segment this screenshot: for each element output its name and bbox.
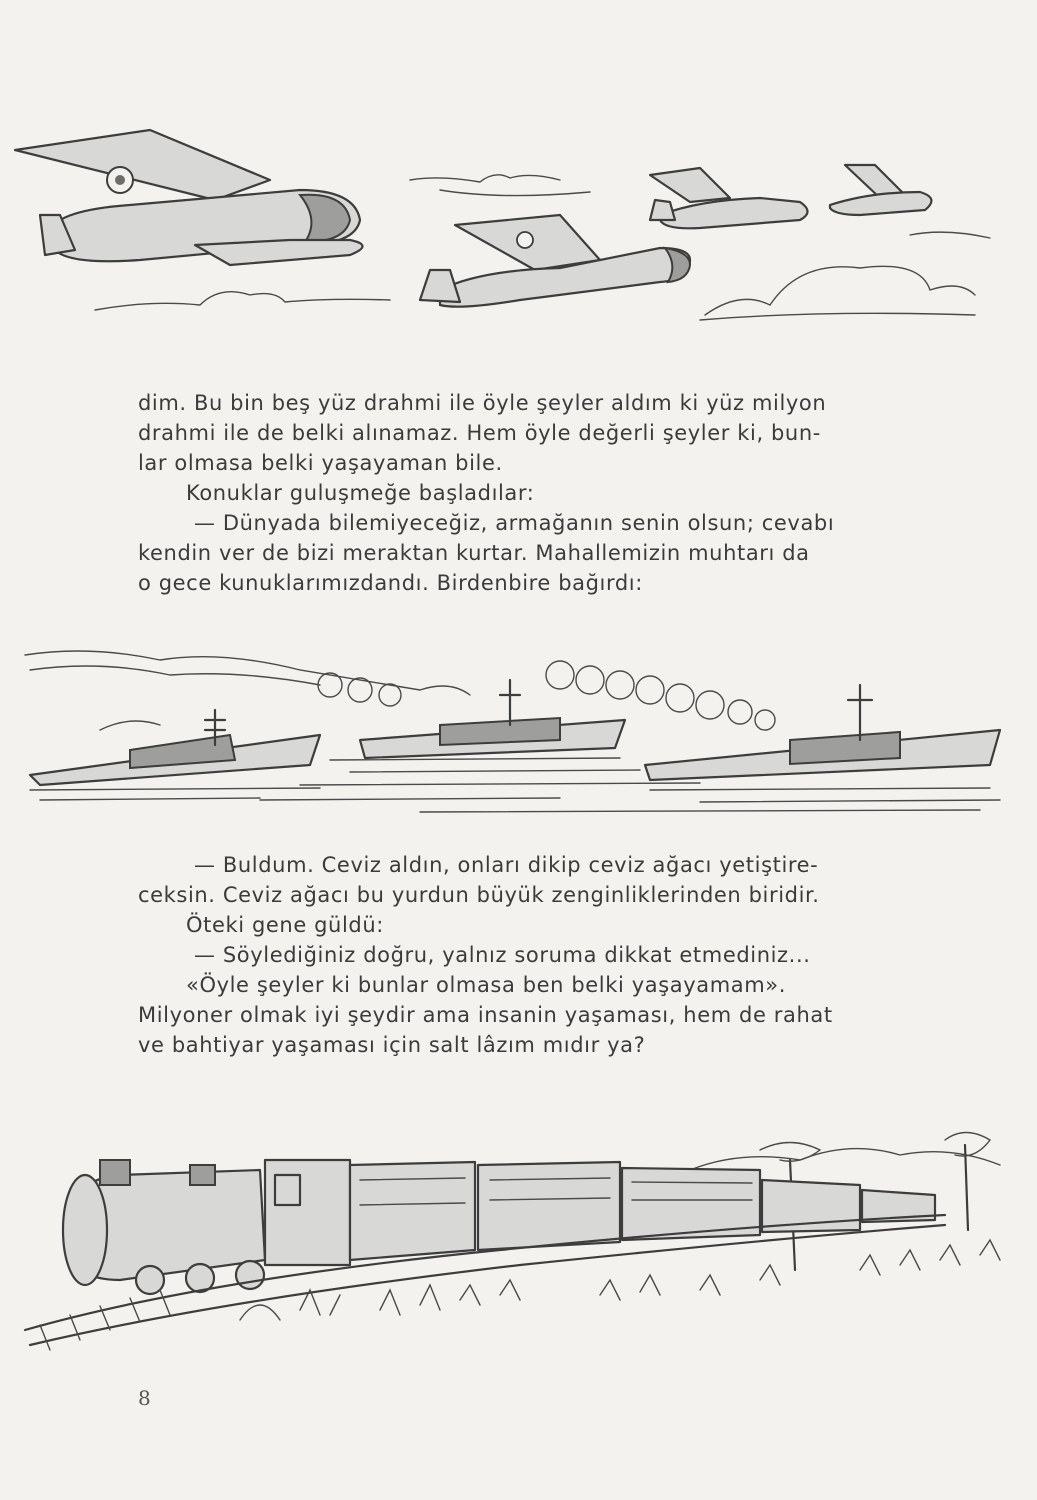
warships-illustration (0, 640, 1037, 820)
tree-icon (945, 1133, 990, 1231)
airplanes-illustration (0, 120, 1037, 350)
airplane-icon (15, 130, 363, 265)
text-line: dim. Bu bin beş yüz drahmi ile öyle şeyler aldım ki yüz milyon (138, 391, 827, 415)
text-line: — Buldum. Ceviz aldın, onları dikip ceviz ağacı yetiştire- (194, 853, 819, 877)
train-illustration (0, 1120, 1037, 1360)
text-line: lar olmasa belki yaşayaman bile. (138, 451, 503, 475)
text-line: Öteki gene güldü: (186, 913, 384, 937)
text-line: «Öyle şeyler ki bunlar olmasa ben belki yaşayamam». (186, 973, 787, 997)
airplane-icon (420, 215, 690, 307)
text-line: o gece kunuklarımızdandı. Birdenbire bağırdı: (138, 571, 643, 595)
text-line: kendin ver de bizi meraktan kurtar. Mahallemizin muhtarı da (138, 541, 810, 565)
warship-icon (30, 710, 320, 785)
text-line: Milyoner olmak iyi şeydir ama insanin yaşaması, hem de rahat (138, 1003, 833, 1027)
warship-icon (645, 685, 1000, 780)
page-number: 8 (138, 1386, 151, 1410)
train-carriage-icon (478, 1162, 620, 1250)
train-carriage-icon (350, 1162, 475, 1260)
warship-icon (360, 680, 625, 758)
paragraph-1 (138, 388, 953, 598)
text-line: — Dünyada bilemiyeceğiz, armağanın senin olsun; cevabı (194, 511, 835, 535)
paragraph-2 (138, 850, 953, 1060)
text-line: drahmi ile de belki alınamaz. Hem öyle değerli şeyler ki, bun- (138, 421, 821, 445)
text-line: ceksin. Ceviz ağacı bu yurdun büyük zenginliklerinden biridir. (138, 883, 820, 907)
airplane-icon (830, 165, 931, 215)
text-line: — Söylediğiniz doğru, yalnız soruma dikkat etmediniz... (194, 943, 811, 967)
airplane-icon (650, 168, 808, 228)
text-line: Konuklar guluşmeğe başladılar: (186, 481, 535, 505)
text-line: ve bahtiyar yaşaması için salt lâzım mıdır ya? (138, 1033, 646, 1057)
